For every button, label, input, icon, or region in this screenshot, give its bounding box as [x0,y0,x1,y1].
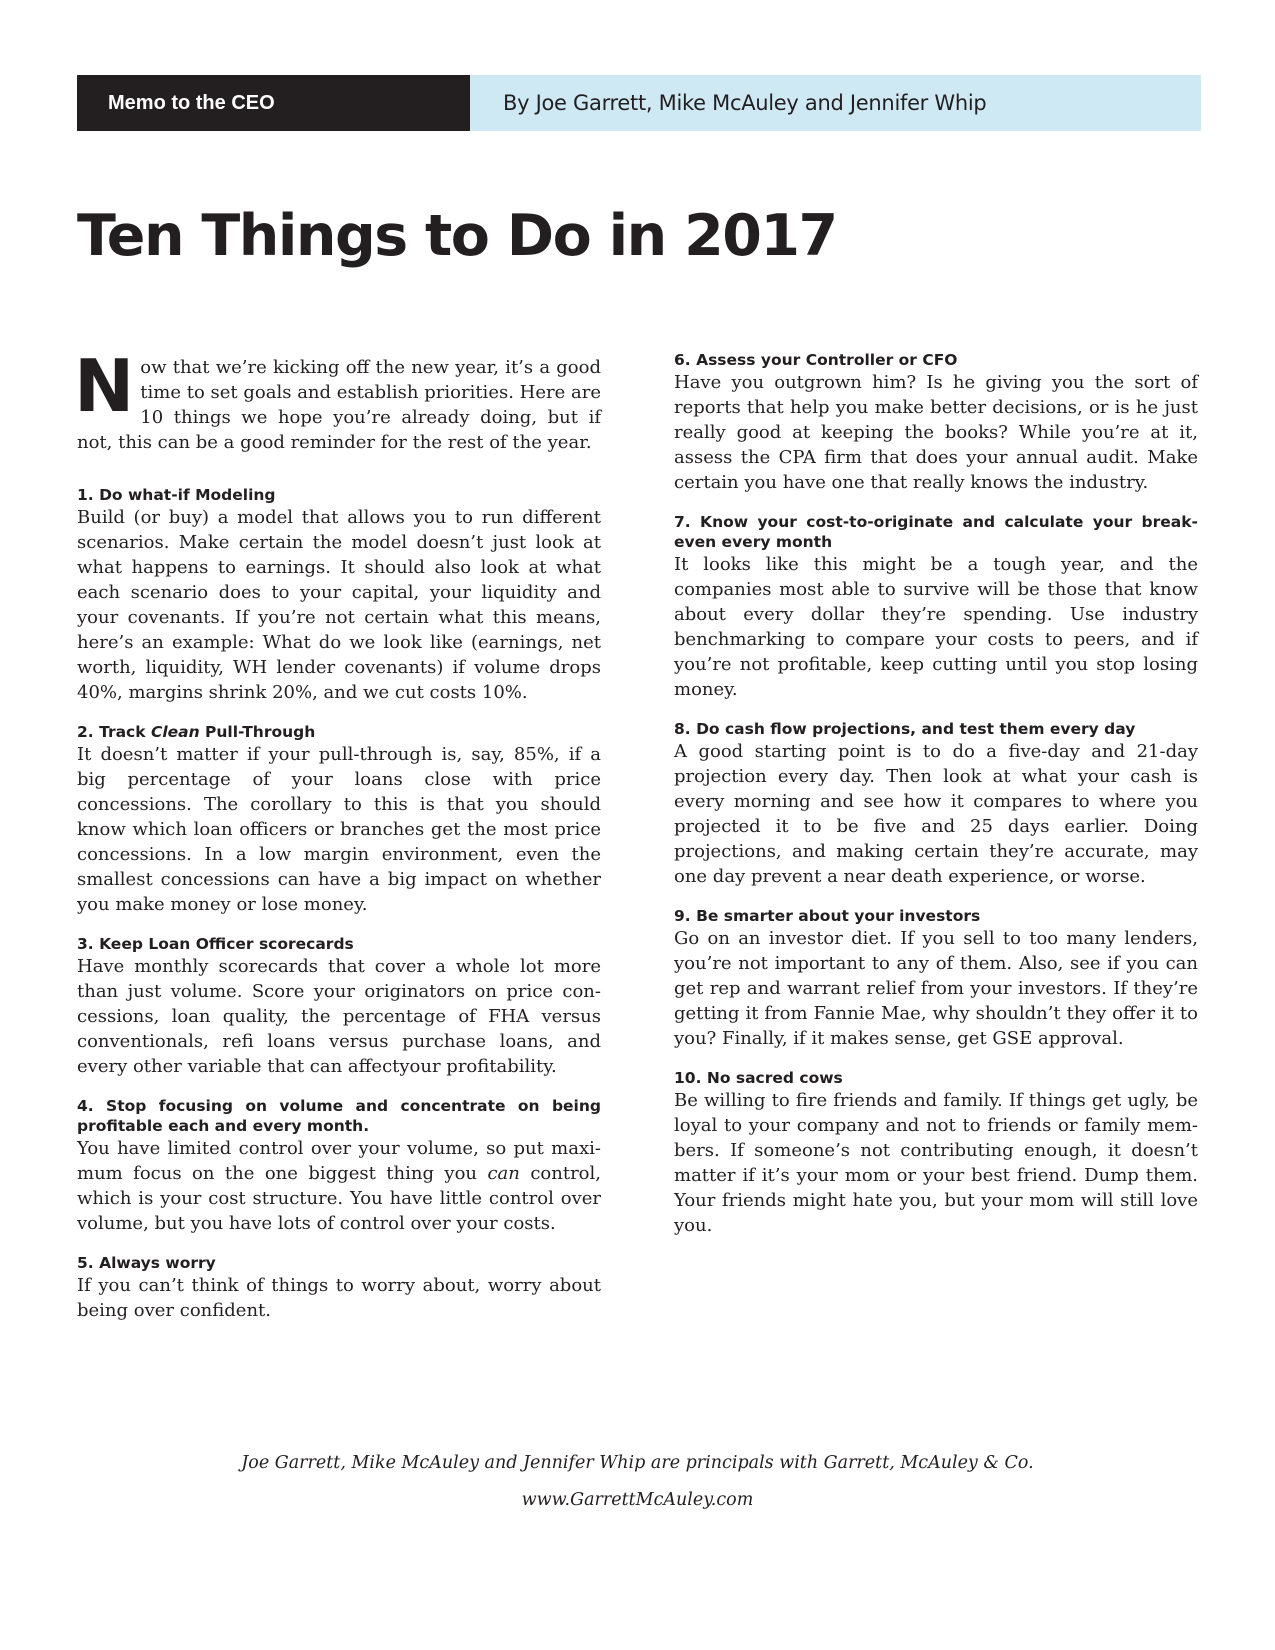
section-5 [77,1253,601,1323]
section-body: It doesn’t matter if your pull-through is, say, 85%, if a big percentage of your loans close with price concessions. The corollary to this is that you should know which loan officers or branches get the most price concessions. In a low margin environment, even the smallest concessions can have a big impact on whether you make money or lose money. [77,744,601,915]
section-6 [674,350,1198,495]
section-9 [674,906,1198,1051]
byline: By Joe Garrett, Mike McAuley and Jennifer Whip [470,75,1201,131]
section-body: Have monthly scorecards that cover a whole lot more than just volume. Score your originators on price concessions, loan quality, the percentage of FHA versus conventionals, refi loans versus purchase loans, and every other variable that can affectyour profitability. [77,956,601,1077]
section-heading: 7. Know your cost-to-originate and calculate your break-even every month [674,513,1198,551]
section-body: It looks like this might be a tough year, and the companies most able to survive will be those that know about every dollar they’re spending. Use industry benchmarking to compare your costs to peers, and if you’re not profitable, keep cutting until you stop losing money. [674,554,1198,700]
section-heading: 9. Be smarter about your investors [674,907,981,925]
section-10 [674,1068,1198,1238]
intro-paragraph [74,344,601,455]
section-body: A good starting point is to do a five-day and 21-day projection every day. Then look at what your cash is every morning and see how it compares to where you projected it to be five and 25 days earlier. Doing projections, and making certain they’re accurate, may one day prevent a near death experience, or worse. [674,741,1198,887]
drop-cap: N [74,344,135,428]
body-text: You have limited control over your volume, so put maximum focus on the one biggest thing you [77,1138,601,1184]
body-emphasis: can [487,1163,520,1184]
heading-text: 2. Track [77,723,151,741]
section-body: Have you outgrown him? Is he giving you the sort of reports that help you make better decisions, or is he just really good at keeping the books? While you’re at it, assess the CPA firm that does your annual audit. Make certain you have one that really knows the industry. [674,372,1198,493]
body-text: control, which is your cost structure. You have little control over volume, but you have lots of control over your costs. [77,1163,601,1234]
section-body: Build (or buy) a model that allows you to run different scenarios. Make certain the model doesn’t just look at what happens to earnings. It should also look at what each scenario does to your capital, your liquidity and your covenants. If you’re not certain what this means, here’s an example: What do we look like (earnings, net worth, liquidity, WH lender covenants) if volume drops 40%, margins shrink 20%, and we cut costs 10%. [77,507,601,703]
section-7 [674,512,1198,702]
section-body [77,1136,601,1236]
section-heading: 8. Do cash flow projections, and test them every day [674,720,1136,738]
section-1 [77,485,601,705]
header-bar [77,75,1201,131]
section-2 [77,722,601,917]
intro-text: ow that we’re kicking off the new year, it’s a good time to set goals and establish priorities. Here are 10 things we hope you’re already doing, but if not, this can be a good reminder for the rest of the year. [77,357,601,453]
right-column [674,350,1198,1255]
section-heading: 1. Do what-if Modeling [77,486,276,504]
website-url: www.GarrettMcAuley.com [521,1490,754,1510]
author-credit: Joe Garrett, Mike McAuley and Jennifer Whip are principals with Garrett, McAuley & Co. [241,1453,1034,1473]
article-title: Ten Things to Do in 2017 [77,203,837,269]
section-heading [77,722,601,742]
section-label: Memo to the CEO [77,75,470,131]
heading-text: Pull-Through [199,723,316,741]
section-body: Be willing to fire friends and family. If things get ugly, be loyal to your company and not to friends or family members. If someone’s not contributing enough, it doesn’t matter if it’s your mom or your best friend. Dump them. Your friends might hate you, but your mom will still love you. [674,1090,1198,1236]
section-heading: 3. Keep Loan Officer scorecards [77,935,354,953]
section-heading: 10. No sacred cows [674,1069,843,1087]
section-heading: 6. Assess your Controller or CFO [674,351,958,369]
section-heading: 5. Always worry [77,1254,216,1272]
section-4 [77,1096,601,1236]
section-body: If you can’t think of things to worry about, worry about being over confident. [77,1275,601,1321]
heading-emphasis: Clean [150,723,200,741]
section-heading: 4. Stop focusing on volume and concentrate on being profitable each and every month. [77,1097,601,1135]
section-8 [674,719,1198,889]
section-3 [77,934,601,1079]
section-body: Go on an investor diet. If you sell to too many lenders, you’re not important to any of them. Also, see if you can get rep and warrant relief from your investors. If they’re getting it from Fannie Mae, why shouldn’t they offer it to you? Finally, if it makes sense, get GSE approval. [674,928,1198,1049]
left-column [74,344,601,1340]
